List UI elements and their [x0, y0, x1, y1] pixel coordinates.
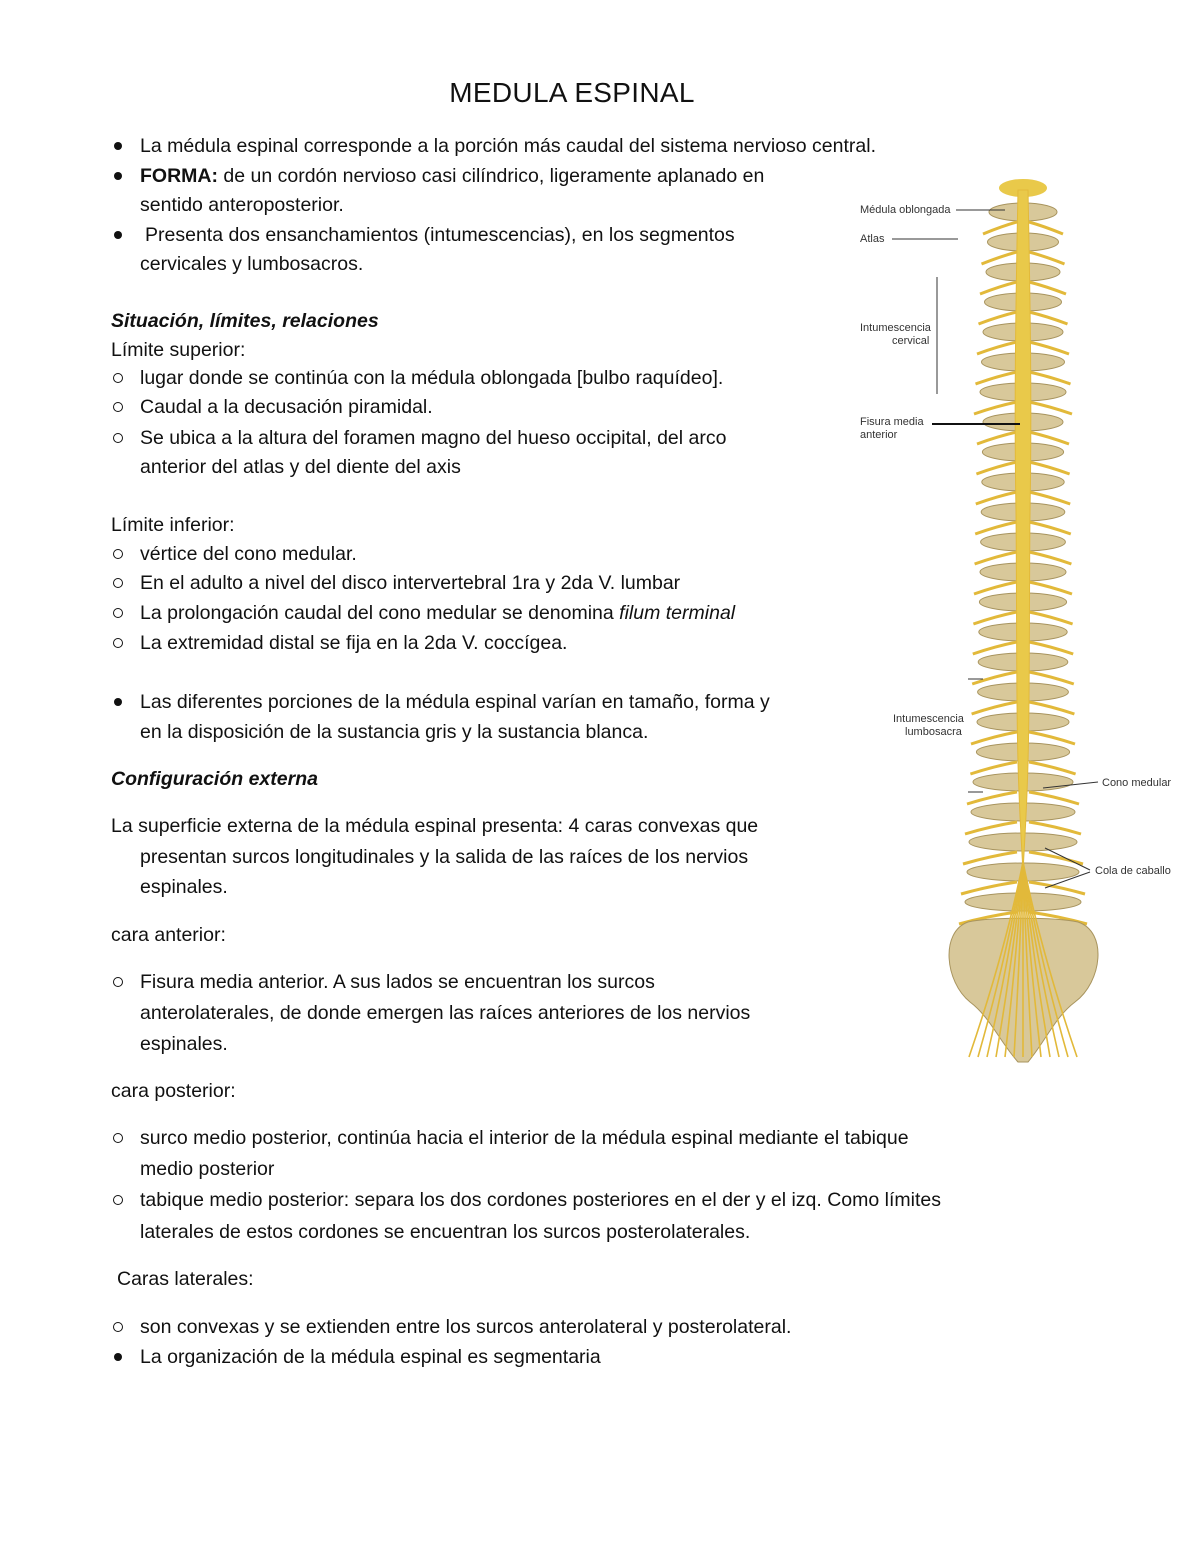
nerve-root-shape [975, 522, 1017, 534]
superficie-line-3: espinales. [140, 876, 228, 898]
nerve-root-shape [1029, 582, 1072, 594]
heading-configuracion: Configuración externa [111, 768, 318, 790]
label-intumescencia-lumbo-1: Intumescencia [893, 713, 964, 725]
circle-marker [113, 977, 123, 987]
nerve-root-shape [1029, 252, 1065, 264]
nerve-root-shape [972, 672, 1017, 684]
nerve-root-shape [976, 492, 1017, 504]
nerve-root-shape [1029, 282, 1066, 294]
nerve-root-shape [1029, 822, 1081, 834]
nerve-root-shape [977, 342, 1017, 354]
intro-line-3: sentido anteroposterior. [140, 194, 344, 216]
nerve-root-shape [1029, 312, 1068, 324]
nerve-root-shape [961, 882, 1017, 894]
bullet-marker [114, 231, 122, 239]
nerve-root-shape [1029, 552, 1071, 564]
nerve-root-shape [1029, 732, 1075, 744]
label-intumescencia-cervical-1: Intumescencia [860, 322, 931, 334]
bullet-marker [114, 142, 122, 150]
nerve-root-shape [983, 222, 1017, 234]
nerve-root-shape [1029, 372, 1071, 384]
porciones-line-1: Las diferentes porciones de la médula espinal varían en tamaño, forma y [140, 691, 770, 713]
nerve-root-shape [976, 372, 1018, 384]
superficie-line-2: presentan surcos longitudinales y la salida de las raíces de los nervios [140, 846, 749, 868]
circle-marker [113, 1133, 123, 1143]
label-cola-caballo: Cola de caballo [1095, 865, 1171, 877]
label-fisura-2: anterior [860, 429, 898, 441]
nerve-root-shape [1029, 462, 1070, 474]
bullet-marker [114, 1353, 122, 1361]
superior-item-3b: anterior del atlas y del diente del axis [140, 456, 461, 478]
nerve-root-shape [1029, 492, 1070, 504]
posterior-item-2b: laterales de estos cordones se encuentran los surcos posterolaterales. [140, 1221, 751, 1243]
page-title: MEDULA ESPINAL [449, 77, 695, 108]
circle-marker [113, 373, 123, 383]
bullet-marker [114, 698, 122, 706]
circle-marker [113, 549, 123, 559]
nerve-root-shape [973, 642, 1017, 654]
cara-anterior-label: cara anterior: [111, 924, 226, 946]
inferior-item-3 [140, 601, 735, 625]
label-intumescencia-cervical-2: cervical [892, 335, 930, 347]
nerve-root-shape [974, 582, 1017, 594]
nerve-root-shape [1029, 672, 1074, 684]
limite-inferior-label: Límite inferior: [111, 514, 235, 536]
spinal-cord-illustration [840, 172, 1185, 1067]
nerve-root-shape [1029, 432, 1069, 444]
laterales-item-1: son convexas y se extienden entre los surcos anterolateral y posterolateral. [140, 1316, 792, 1338]
heading-situacion: Situación, límites, relaciones [111, 310, 379, 332]
nerve-root-shape [977, 432, 1017, 444]
circle-marker [113, 578, 123, 588]
porciones-line-2: en la disposición de la sustancia gris y la sustancia blanca. [140, 721, 649, 743]
nerve-root-shape [979, 312, 1018, 324]
filum-terminal: filum terminal [619, 602, 736, 624]
superior-item-2: Caudal a la decusación piramidal. [140, 396, 433, 418]
posterior-item-1b: medio posterior [140, 1158, 275, 1180]
nerve-root-shape [967, 792, 1017, 804]
inferior-item-4: La extremidad distal se fija en la 2da V. coccígea. [140, 632, 568, 654]
spinal-cord-shape [1015, 190, 1031, 872]
nerve-root-shape [1029, 402, 1072, 414]
circle-marker [113, 638, 123, 648]
cara-posterior-label: cara posterior: [111, 1080, 236, 1102]
circle-marker [113, 608, 123, 618]
inferior-item-2: En el adulto a nivel del disco intervertebral 1ra y 2da V. lumbar [140, 572, 681, 594]
nerve-root-shape [1029, 612, 1073, 624]
superior-item-3: Se ubica a la altura del foramen magno del hueso occipital, del arco [140, 427, 727, 449]
intro-line-1: La médula espinal corresponde a la porción más caudal del sistema nervioso central. [140, 135, 876, 157]
circle-marker [113, 433, 123, 443]
label-medula-oblongada: Médula oblongada [860, 204, 951, 216]
caras-laterales-label: Caras laterales: [117, 1268, 254, 1290]
inferior-item-3-text: La prolongación caudal del cono medular se denomina [140, 602, 614, 624]
nerve-root-shape [1029, 792, 1079, 804]
superficie-line-1: La superficie externa de la médula espinal presenta: 4 caras convexas que [111, 815, 759, 837]
anterior-item-3: espinales. [140, 1033, 228, 1055]
nerve-root-shape [976, 462, 1017, 474]
anterior-item-1: Fisura media anterior. A sus lados se encuentran los surcos [140, 971, 655, 993]
posterior-item-1: surco medio posterior, continúa hacia el interior de la médula espinal mediante el tabique [140, 1127, 909, 1149]
nerve-root-shape [971, 732, 1017, 744]
nerve-root-shape [1029, 222, 1063, 234]
nerve-root-shape [972, 702, 1017, 714]
nerve-root-shape [980, 282, 1017, 294]
spinal-cord-figure [840, 172, 1185, 1067]
nerve-root-shape [1029, 642, 1073, 654]
bullet-marker [114, 172, 122, 180]
inferior-item-1: vértice del cono medular. [140, 543, 357, 565]
label-fisura-1: Fisura media [860, 416, 924, 428]
nerve-root-shape [982, 252, 1018, 264]
nerve-root-shape [975, 552, 1017, 564]
circle-marker [113, 1322, 123, 1332]
posterior-item-2: tabique medio posterior: separa los dos cordones posteriores en el der y el izq. Como límites [140, 1189, 941, 1211]
nerve-root-shape [974, 402, 1017, 414]
intro-line-4: Presenta dos ensanchamientos (intumescencias), en los segmentos [145, 224, 735, 246]
laterales-item-2: La organización de la médula espinal es segmentaria [140, 1346, 601, 1368]
intro-line-5: cervicales y lumbosacros. [140, 253, 364, 275]
nerve-root-shape [973, 612, 1017, 624]
nerve-root-shape [970, 762, 1017, 774]
label-intumescencia-lumbo-2: lumbosacra [905, 726, 962, 738]
nerve-root-shape [1029, 342, 1069, 354]
circle-marker [113, 402, 123, 412]
limite-superior-label: Límite superior: [111, 339, 246, 361]
superior-item-1: lugar donde se continúa con la médula oblongada [bulbo raquídeo]. [140, 367, 724, 389]
nerve-root-shape [963, 852, 1017, 864]
nerve-root-shape [1029, 762, 1076, 774]
label-cono-medular: Cono medular [1102, 777, 1172, 789]
forma-text: de un cordón nervioso casi cilíndrico, ligeramente aplanado en [223, 165, 765, 187]
anterior-item-2: anterolaterales, de donde emergen las raíces anteriores de los nervios [140, 1002, 751, 1024]
circle-marker [113, 1195, 123, 1205]
nerve-root-shape [1029, 522, 1071, 534]
intro-forma [140, 164, 764, 188]
nerve-root-shape [965, 822, 1017, 834]
label-atlas: Atlas [860, 233, 885, 245]
nerve-root-shape [1029, 702, 1074, 714]
forma-label: FORMA: [140, 165, 218, 187]
